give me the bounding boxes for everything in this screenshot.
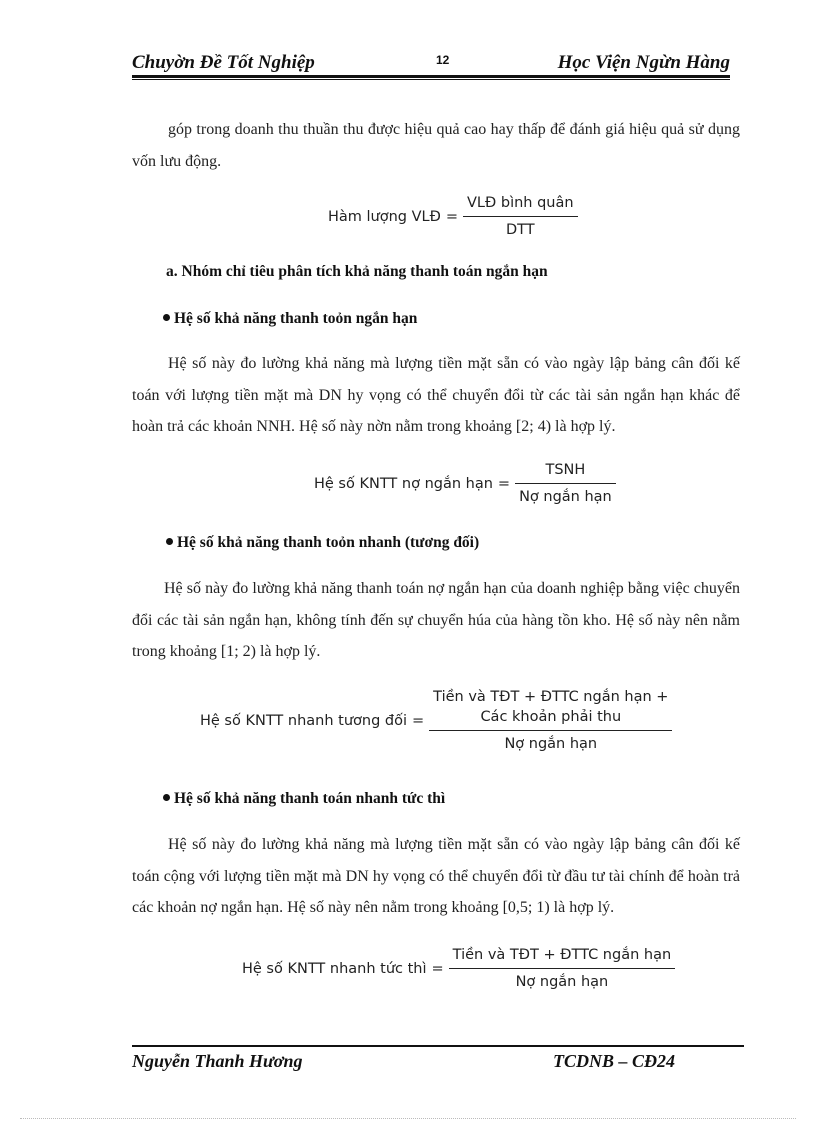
bullet-heading-1-text: Hệ số khả năng thanh toỏn ngắn hạn <box>174 310 418 327</box>
formula-kntt-tuc-thi <box>242 945 675 992</box>
header-title: Chuyờn Đề Tốt Nghiệp <box>132 52 315 73</box>
paragraph-3: Hệ số này đo lường khả năng thanh toán nợ ngắn hạn của doanh nghiệp bằng việc chuyển đổi các tài sản ngắn hạn, không tính đến sự chuyển húa của hàng tồn kho. Hệ số này nên nằm trong khoảng [1; 2) là hợp lý. <box>132 580 740 660</box>
paragraph-1: góp trong doanh thu thuần thu được hiệu quả cao hay thấp để đánh giá hiệu quả sử dụng vốn lưu động. <box>132 121 740 170</box>
page-break-line <box>20 1118 796 1119</box>
formula-kntt-ngan-han <box>314 460 616 507</box>
header-institution: Học Viện Ngừn Hàng <box>557 52 730 73</box>
formula-3-denominator: Nợ ngắn hạn <box>504 736 598 752</box>
formula-vld-denominator: DTT <box>505 222 535 238</box>
bullet-heading-2-text: Hệ số khả năng thanh toỏn nhanh (tương đối) <box>177 534 480 551</box>
bullet-heading-3 <box>163 790 445 808</box>
formula-2-eq: = <box>497 475 511 492</box>
formula-3-numerator-line2: Các khoản phải thu <box>480 709 622 725</box>
footer-rule <box>132 1045 744 1047</box>
formula-vld <box>328 193 578 240</box>
formula-4-lhs: Hệ số KNTT nhanh tức thì <box>242 960 427 977</box>
formula-3-lhs: Hệ số KNTT nhanh tương đối <box>200 712 408 729</box>
footer-class: TCDNB – CĐ24 <box>553 1051 676 1071</box>
formula-vld-fraction <box>463 193 578 240</box>
formula-vld-eq: = <box>445 208 459 225</box>
bullet-icon <box>166 538 173 545</box>
formula-2-denominator: Nợ ngắn hạn <box>519 489 612 505</box>
footer-author: Nguyễn Thanh Hương <box>132 1051 303 1071</box>
page-header <box>132 50 730 78</box>
formula-2-lhs: Hệ số KNTT nợ ngắn hạn <box>314 475 493 492</box>
formula-3-numerator-line1: Tiền và TĐT + ĐTTC ngắn hạn + <box>433 689 669 705</box>
paragraph-2: Hệ số này đo lường khả năng mà lượng tiền mặt sẵn có vào ngày lập bảng cân đối kế toán với lượng tiền mặt mà DN hy vọng có thể chuyển đổi từ các tài sản ngắn hạn khác để hoàn trả các khoản NNH. Hệ số này nờn nằm trong khoảng [2; 4) là hợp lý. <box>132 355 740 435</box>
bullet-icon <box>163 314 170 321</box>
formula-vld-lhs: Hàm lượng VLĐ <box>328 208 441 225</box>
formula-4-fraction <box>449 945 675 992</box>
formula-2-fraction <box>515 460 616 507</box>
bullet-heading-1 <box>163 310 417 328</box>
formula-kntt-nhanh <box>200 687 672 754</box>
formula-vld-numerator: VLĐ bình quân <box>467 195 574 211</box>
paragraph-4: Hệ số này đo lường khả năng mà lượng tiền mặt sẵn có vào ngày lập bảng cân đối kế toán cộng với lượng tiền mặt mà DN hy vọng có thể chuyển đổi từ đầu tư tài chính để hoàn trả các khoản nợ ngắn hạn. Hệ số này nên nằm trong khoảng [0,5; 1) là hợp lý. <box>132 836 740 916</box>
formula-4-eq: = <box>431 960 444 977</box>
bullet-heading-3-text: Hệ số khả năng thanh toán nhanh tức thì <box>174 790 446 807</box>
header-rule <box>132 75 730 80</box>
formula-2-numerator: TSNH <box>545 462 586 478</box>
bullet-icon <box>163 794 170 801</box>
section-heading-a: a. Nhóm chỉ tiêu phân tích khả năng thanh toán ngắn hạn <box>166 263 548 280</box>
page-number: 12 <box>436 53 450 67</box>
formula-4-denominator: Nợ ngắn hạn <box>515 974 609 990</box>
bullet-heading-2 <box>166 534 479 552</box>
formula-4-numerator: Tiền và TĐT + ĐTTC ngắn hạn <box>452 947 672 963</box>
formula-3-eq: = <box>412 712 425 729</box>
formula-3-fraction <box>429 687 672 754</box>
page-footer <box>132 1045 744 1075</box>
